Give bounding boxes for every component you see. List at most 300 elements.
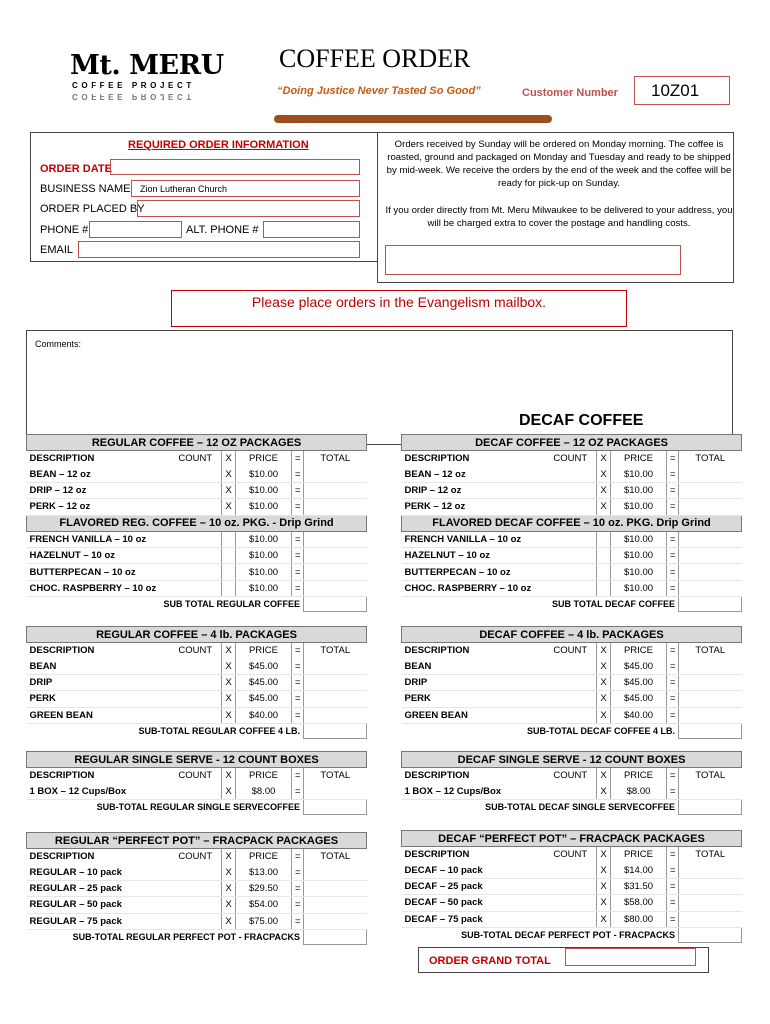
item-x: X bbox=[597, 466, 611, 482]
column-header-row bbox=[27, 643, 367, 659]
alt-phone-field[interactable] bbox=[263, 221, 360, 238]
item-eq: = bbox=[292, 564, 304, 580]
item-eq: = bbox=[667, 691, 679, 707]
item-total-input[interactable] bbox=[679, 658, 742, 674]
section-title bbox=[402, 752, 742, 768]
item-total-input[interactable] bbox=[679, 564, 742, 580]
item-total-input[interactable] bbox=[304, 864, 367, 880]
col-x: X bbox=[597, 768, 611, 784]
item-price: $45.00 bbox=[611, 674, 667, 690]
subtotal-label: SUB TOTAL REGULAR COFFEE bbox=[163, 599, 300, 610]
flavored-section-title bbox=[27, 515, 367, 531]
grand-total-field[interactable] bbox=[565, 948, 696, 966]
col-eq: = bbox=[667, 451, 679, 467]
subtotal-field[interactable] bbox=[679, 723, 742, 738]
item-x: X bbox=[597, 783, 611, 799]
subtotal-row bbox=[402, 723, 742, 738]
item-total-input[interactable] bbox=[304, 564, 367, 580]
col-description: DESCRIPTION bbox=[404, 770, 470, 782]
item-eq: = bbox=[667, 707, 679, 723]
item-x: X bbox=[222, 674, 236, 690]
col-price: PRICE bbox=[236, 451, 292, 467]
item-total-input[interactable] bbox=[304, 691, 367, 707]
item-total-input[interactable] bbox=[304, 707, 367, 723]
info-text bbox=[384, 138, 734, 230]
comments-label: Comments: bbox=[35, 339, 82, 349]
table-row bbox=[27, 897, 367, 913]
col-price: PRICE bbox=[611, 768, 667, 784]
item-total-input[interactable] bbox=[304, 499, 367, 515]
table-row bbox=[27, 580, 367, 596]
item-count-input[interactable] bbox=[170, 531, 222, 547]
item-description: BEAN – 12 oz bbox=[402, 466, 545, 482]
decss-table bbox=[401, 751, 742, 815]
table-row bbox=[402, 862, 742, 878]
item-description: BUTTERPECAN – 10 oz bbox=[402, 564, 545, 580]
phone-label: PHONE # bbox=[40, 224, 89, 236]
table-row bbox=[402, 707, 742, 723]
item-eq: = bbox=[292, 913, 304, 929]
col-x: X bbox=[222, 643, 236, 659]
table-row bbox=[27, 707, 367, 723]
item-eq: = bbox=[292, 466, 304, 482]
item-price: $45.00 bbox=[236, 658, 292, 674]
mailbox-note: Please place orders in the Evangelism mailbox. bbox=[171, 290, 627, 327]
col-total: TOTAL bbox=[679, 768, 742, 784]
item-description: DRIP – 12 oz bbox=[27, 482, 170, 498]
business-name-field[interactable]: Zion Lutheran Church bbox=[131, 180, 360, 197]
item-price: $10.00 bbox=[611, 466, 667, 482]
table-row bbox=[27, 564, 367, 580]
col-description: DESCRIPTION bbox=[29, 851, 95, 863]
column-header-row bbox=[27, 849, 367, 865]
col-x: X bbox=[222, 451, 236, 467]
item-count-input[interactable] bbox=[170, 499, 222, 515]
item-count-input[interactable] bbox=[545, 482, 597, 498]
item-total-input[interactable] bbox=[304, 783, 367, 799]
section-title-text: DECAF “PERFECT POT” – FRACPACK PACKAGES bbox=[402, 831, 742, 847]
section-title bbox=[402, 435, 742, 451]
subtotal-field[interactable] bbox=[304, 929, 367, 944]
item-eq: = bbox=[292, 547, 304, 563]
item-description: BEAN – 12 oz bbox=[27, 466, 170, 482]
item-total-input[interactable] bbox=[679, 547, 742, 563]
col-eq: = bbox=[292, 643, 304, 659]
subtotal-row bbox=[27, 597, 367, 612]
item-x: X bbox=[222, 482, 236, 498]
col-eq: = bbox=[292, 768, 304, 784]
item-price: $8.00 bbox=[236, 783, 292, 799]
col-total: TOTAL bbox=[304, 643, 367, 659]
item-price: $40.00 bbox=[611, 707, 667, 723]
item-price: $45.00 bbox=[236, 674, 292, 690]
col-eq: = bbox=[292, 849, 304, 865]
dec12-table bbox=[401, 434, 742, 612]
table-row bbox=[402, 547, 742, 563]
order-date-label: ORDER DATE bbox=[40, 163, 112, 175]
col-price: PRICE bbox=[236, 849, 292, 865]
item-total-input[interactable] bbox=[304, 897, 367, 913]
item-count-input[interactable] bbox=[545, 658, 597, 674]
item-price: $10.00 bbox=[236, 580, 292, 596]
item-eq: = bbox=[667, 580, 679, 596]
item-total-input[interactable] bbox=[304, 580, 367, 596]
item-count-input[interactable] bbox=[545, 531, 597, 547]
item-eq: = bbox=[667, 531, 679, 547]
customer-number-label: Customer Number bbox=[522, 87, 618, 99]
item-description: DRIP bbox=[402, 674, 545, 690]
col-count: COUNT bbox=[553, 645, 588, 657]
item-price: $45.00 bbox=[236, 691, 292, 707]
item-count-input[interactable] bbox=[545, 547, 597, 563]
flavored-section-title-text: FLAVORED REG. COFFEE – 10 oz. PKG. - Drip Grind bbox=[27, 515, 367, 531]
item-count-input[interactable] bbox=[170, 547, 222, 563]
column-header-row bbox=[402, 451, 742, 467]
item-description: HAZELNUT – 10 oz bbox=[27, 547, 170, 563]
page-title: COFFEE ORDER bbox=[279, 44, 471, 73]
grand-total-label: ORDER GRAND TOTAL bbox=[429, 955, 551, 967]
column-header-row bbox=[402, 643, 742, 659]
required-info-heading: REQUIRED ORDER INFORMATION bbox=[128, 139, 309, 151]
item-total-input[interactable] bbox=[679, 707, 742, 723]
item-description: CHOC. RASPBERRY – 10 oz bbox=[27, 580, 170, 596]
col-eq: = bbox=[292, 451, 304, 467]
table-row bbox=[27, 466, 367, 482]
subtotal-field[interactable] bbox=[304, 799, 367, 814]
decpp-table bbox=[401, 830, 742, 943]
item-total-input[interactable] bbox=[304, 658, 367, 674]
item-eq: = bbox=[292, 674, 304, 690]
info-entry-field[interactable] bbox=[385, 245, 681, 275]
item-eq: = bbox=[292, 897, 304, 913]
col-x: X bbox=[597, 451, 611, 467]
item-total-input[interactable] bbox=[679, 674, 742, 690]
item-count-input[interactable] bbox=[545, 783, 597, 799]
subtotal-field[interactable] bbox=[679, 597, 742, 612]
item-eq: = bbox=[667, 895, 679, 911]
item-eq: = bbox=[292, 499, 304, 515]
subtotal-row bbox=[27, 799, 367, 814]
item-description: HAZELNUT – 10 oz bbox=[402, 547, 545, 563]
col-description: DESCRIPTION bbox=[29, 770, 95, 782]
table-row bbox=[402, 658, 742, 674]
table-row bbox=[27, 691, 367, 707]
col-eq: = bbox=[667, 643, 679, 659]
phone-field[interactable] bbox=[89, 221, 182, 238]
item-price: $10.00 bbox=[611, 531, 667, 547]
table-row bbox=[402, 580, 742, 596]
item-description: REGULAR – 75 pack bbox=[27, 913, 170, 929]
info-paragraph-2: If you order directly from Mt. Meru Milwaukee to be delivered to your address, you will be charged extra to cover the postage and handling costs. bbox=[385, 205, 733, 229]
item-x: X bbox=[597, 707, 611, 723]
item-description: BEAN bbox=[402, 658, 545, 674]
item-total-input[interactable] bbox=[304, 674, 367, 690]
regpp-table bbox=[26, 832, 367, 945]
item-count-input[interactable] bbox=[170, 707, 222, 723]
item-count-input[interactable] bbox=[170, 482, 222, 498]
column-header-row bbox=[402, 847, 742, 863]
item-x: X bbox=[222, 466, 236, 482]
item-count-input[interactable] bbox=[170, 691, 222, 707]
col-price: PRICE bbox=[611, 451, 667, 467]
item-price: $45.00 bbox=[611, 691, 667, 707]
item-description: DECAF – 25 pack bbox=[402, 878, 545, 894]
header-divider bbox=[274, 115, 552, 123]
item-x: X bbox=[597, 499, 611, 515]
col-count: COUNT bbox=[553, 453, 588, 465]
col-count: COUNT bbox=[178, 645, 213, 657]
item-description: GREEN BEAN bbox=[27, 707, 170, 723]
item-count-input[interactable] bbox=[545, 911, 597, 927]
item-price: $10.00 bbox=[236, 466, 292, 482]
item-count-input[interactable] bbox=[170, 674, 222, 690]
item-price: $10.00 bbox=[611, 482, 667, 498]
item-price: $40.00 bbox=[236, 707, 292, 723]
item-total-input[interactable] bbox=[304, 482, 367, 498]
subtotal-label: SUB TOTAL DECAF COFFEE bbox=[551, 599, 675, 610]
section-title-text: REGULAR COFFEE – 4 lb. PACKAGES bbox=[27, 627, 367, 643]
item-price: $10.00 bbox=[611, 499, 667, 515]
table-row bbox=[402, 531, 742, 547]
item-total-input[interactable] bbox=[304, 547, 367, 563]
item-description: REGULAR – 10 pack bbox=[27, 864, 170, 880]
reg12-table bbox=[26, 434, 367, 612]
item-price: $10.00 bbox=[236, 499, 292, 515]
order-placed-by-label: ORDER PLACED BY bbox=[40, 203, 145, 215]
item-total-input[interactable] bbox=[304, 913, 367, 929]
item-eq: = bbox=[292, 707, 304, 723]
item-total-input[interactable] bbox=[679, 691, 742, 707]
col-total: TOTAL bbox=[679, 643, 742, 659]
table-row bbox=[402, 895, 742, 911]
item-description: GREEN BEAN bbox=[402, 707, 545, 723]
tagline: “Doing Justice Never Tasted So Good” bbox=[277, 85, 481, 97]
item-total-input[interactable] bbox=[679, 482, 742, 498]
item-total-input[interactable] bbox=[679, 895, 742, 911]
item-x bbox=[597, 547, 611, 563]
subtotal-row bbox=[402, 597, 742, 612]
logo-reflection: COFFEE PROJECT bbox=[72, 92, 195, 101]
business-name-label: BUSINESS NAME bbox=[40, 183, 131, 195]
item-price: $14.00 bbox=[611, 862, 667, 878]
item-count-input[interactable] bbox=[170, 658, 222, 674]
table-row bbox=[402, 691, 742, 707]
table-row bbox=[402, 499, 742, 515]
item-price: $58.00 bbox=[611, 895, 667, 911]
subtotal-row bbox=[402, 927, 742, 942]
section-title bbox=[402, 627, 742, 643]
item-count-input[interactable] bbox=[545, 895, 597, 911]
item-count-input[interactable] bbox=[545, 580, 597, 596]
item-x bbox=[222, 564, 236, 580]
item-count-input[interactable] bbox=[170, 564, 222, 580]
section-title bbox=[402, 831, 742, 847]
item-total-input[interactable] bbox=[304, 466, 367, 482]
item-x: X bbox=[597, 691, 611, 707]
item-description: FRENCH VANILLA – 10 oz bbox=[27, 531, 170, 547]
section-title-text: DECAF COFFEE – 4 lb. PACKAGES bbox=[402, 627, 742, 643]
table-row bbox=[27, 482, 367, 498]
col-price: PRICE bbox=[611, 643, 667, 659]
item-count-input[interactable] bbox=[545, 691, 597, 707]
reg4-table bbox=[26, 626, 367, 739]
table-row bbox=[27, 864, 367, 880]
item-price: $8.00 bbox=[611, 783, 667, 799]
col-total: TOTAL bbox=[304, 849, 367, 865]
column-header-row bbox=[27, 768, 367, 784]
item-count-input[interactable] bbox=[545, 878, 597, 894]
subtotal-row bbox=[402, 799, 742, 814]
subtotal-label: SUB-TOTAL DECAF SINGLE SERVECOFFEE bbox=[485, 802, 675, 813]
table-row bbox=[402, 466, 742, 482]
item-description: PERK bbox=[402, 691, 545, 707]
table-row bbox=[402, 674, 742, 690]
item-total-input[interactable] bbox=[679, 531, 742, 547]
item-eq: = bbox=[292, 482, 304, 498]
col-total: TOTAL bbox=[679, 451, 742, 467]
table-row bbox=[402, 482, 742, 498]
item-description: PERK – 12 oz bbox=[27, 499, 170, 515]
col-price: PRICE bbox=[611, 847, 667, 863]
alt-phone-label: ALT. PHONE # bbox=[186, 224, 259, 236]
col-count: COUNT bbox=[553, 849, 588, 861]
section-title-text: DECAF COFFEE – 12 OZ PACKAGES bbox=[402, 435, 742, 451]
item-x bbox=[222, 531, 236, 547]
subtotal-field[interactable] bbox=[679, 799, 742, 814]
section-title-text: REGULAR “PERFECT POT” – FRACPACK PACKAGES bbox=[27, 833, 367, 849]
table-row bbox=[27, 674, 367, 690]
item-price: $10.00 bbox=[611, 547, 667, 563]
table-row bbox=[27, 547, 367, 563]
item-description: DECAF – 75 pack bbox=[402, 911, 545, 927]
col-total: TOTAL bbox=[679, 847, 742, 863]
item-x: X bbox=[222, 913, 236, 929]
item-x: X bbox=[597, 482, 611, 498]
item-price: $10.00 bbox=[611, 580, 667, 596]
subtotal-label: SUB-TOTAL REGULAR PERFECT POT - FRACPACKS bbox=[72, 932, 300, 943]
subtotal-row bbox=[27, 723, 367, 738]
email-field[interactable] bbox=[78, 241, 360, 258]
item-eq: = bbox=[667, 674, 679, 690]
item-total-input[interactable] bbox=[679, 466, 742, 482]
flavored-section-title-text: FLAVORED DECAF COFFEE – 10 oz. PKG. Drip Grind bbox=[402, 515, 742, 531]
item-count-input[interactable] bbox=[545, 862, 597, 878]
item-eq: = bbox=[667, 658, 679, 674]
item-count-input[interactable] bbox=[545, 707, 597, 723]
item-x: X bbox=[222, 707, 236, 723]
item-total-input[interactable] bbox=[304, 880, 367, 896]
order-placed-by-field[interactable] bbox=[137, 200, 360, 217]
item-price: $54.00 bbox=[236, 897, 292, 913]
item-description: DRIP – 12 oz bbox=[402, 482, 545, 498]
item-x: X bbox=[597, 862, 611, 878]
table-row bbox=[27, 783, 367, 799]
item-price: $80.00 bbox=[611, 911, 667, 927]
item-x: X bbox=[222, 691, 236, 707]
item-eq: = bbox=[292, 531, 304, 547]
item-total-input[interactable] bbox=[679, 580, 742, 596]
item-count-input[interactable] bbox=[170, 466, 222, 482]
item-eq: = bbox=[292, 580, 304, 596]
col-count: COUNT bbox=[178, 770, 213, 782]
item-count-input[interactable] bbox=[545, 499, 597, 515]
logo-subtitle: COFFEE PROJECT bbox=[72, 81, 195, 90]
item-count-input[interactable] bbox=[545, 564, 597, 580]
item-count-input[interactable] bbox=[545, 466, 597, 482]
item-total-input[interactable] bbox=[304, 531, 367, 547]
item-total-input[interactable] bbox=[679, 911, 742, 927]
section-title bbox=[27, 627, 367, 643]
subtotal-field[interactable] bbox=[304, 597, 367, 612]
item-count-input[interactable] bbox=[170, 783, 222, 799]
item-eq: = bbox=[667, 564, 679, 580]
customer-number-field[interactable]: 10Z01 bbox=[634, 76, 730, 105]
item-count-input[interactable] bbox=[170, 897, 222, 913]
item-x bbox=[597, 580, 611, 596]
item-description: DECAF – 10 pack bbox=[402, 862, 545, 878]
col-price: PRICE bbox=[236, 768, 292, 784]
item-x bbox=[597, 531, 611, 547]
item-count-input[interactable] bbox=[170, 913, 222, 929]
item-total-input[interactable] bbox=[679, 499, 742, 515]
col-x: X bbox=[597, 643, 611, 659]
item-price: $10.00 bbox=[236, 482, 292, 498]
item-price: $31.50 bbox=[611, 878, 667, 894]
section-title bbox=[27, 752, 367, 768]
subtotal-field[interactable] bbox=[304, 723, 367, 738]
item-eq: = bbox=[667, 547, 679, 563]
item-x: X bbox=[597, 658, 611, 674]
item-count-input[interactable] bbox=[170, 880, 222, 896]
col-x: X bbox=[222, 768, 236, 784]
item-count-input[interactable] bbox=[545, 674, 597, 690]
item-price: $75.00 bbox=[236, 913, 292, 929]
item-eq: = bbox=[667, 482, 679, 498]
subtotal-field[interactable] bbox=[679, 927, 742, 942]
regss-table bbox=[26, 751, 367, 815]
item-eq: = bbox=[292, 783, 304, 799]
table-row bbox=[27, 531, 367, 547]
section-title bbox=[27, 833, 367, 849]
item-x: X bbox=[597, 911, 611, 927]
flavored-section-title bbox=[402, 515, 742, 531]
col-description: DESCRIPTION bbox=[29, 453, 95, 465]
item-total-input[interactable] bbox=[679, 783, 742, 799]
item-eq: = bbox=[667, 466, 679, 482]
subtotal-row bbox=[27, 929, 367, 944]
item-count-input[interactable] bbox=[170, 580, 222, 596]
item-price: $45.00 bbox=[611, 658, 667, 674]
item-total-input[interactable] bbox=[679, 862, 742, 878]
item-eq: = bbox=[667, 783, 679, 799]
logo-name: Mt. MERU bbox=[70, 50, 224, 81]
order-date-field[interactable] bbox=[110, 159, 360, 175]
item-description: DECAF – 50 pack bbox=[402, 895, 545, 911]
table-row bbox=[402, 564, 742, 580]
item-price: $29.50 bbox=[236, 880, 292, 896]
item-description: CHOC. RASPBERRY – 10 oz bbox=[402, 580, 545, 596]
email-label: EMAIL bbox=[40, 244, 74, 256]
item-x: X bbox=[597, 674, 611, 690]
item-total-input[interactable] bbox=[679, 878, 742, 894]
col-description: DESCRIPTION bbox=[404, 453, 470, 465]
item-eq: = bbox=[292, 864, 304, 880]
item-description: REGULAR – 50 pack bbox=[27, 897, 170, 913]
section-title bbox=[27, 435, 367, 451]
item-count-input[interactable] bbox=[170, 864, 222, 880]
section-title-text: DECAF SINGLE SERVE - 12 COUNT BOXES bbox=[402, 752, 742, 768]
table-row bbox=[27, 880, 367, 896]
